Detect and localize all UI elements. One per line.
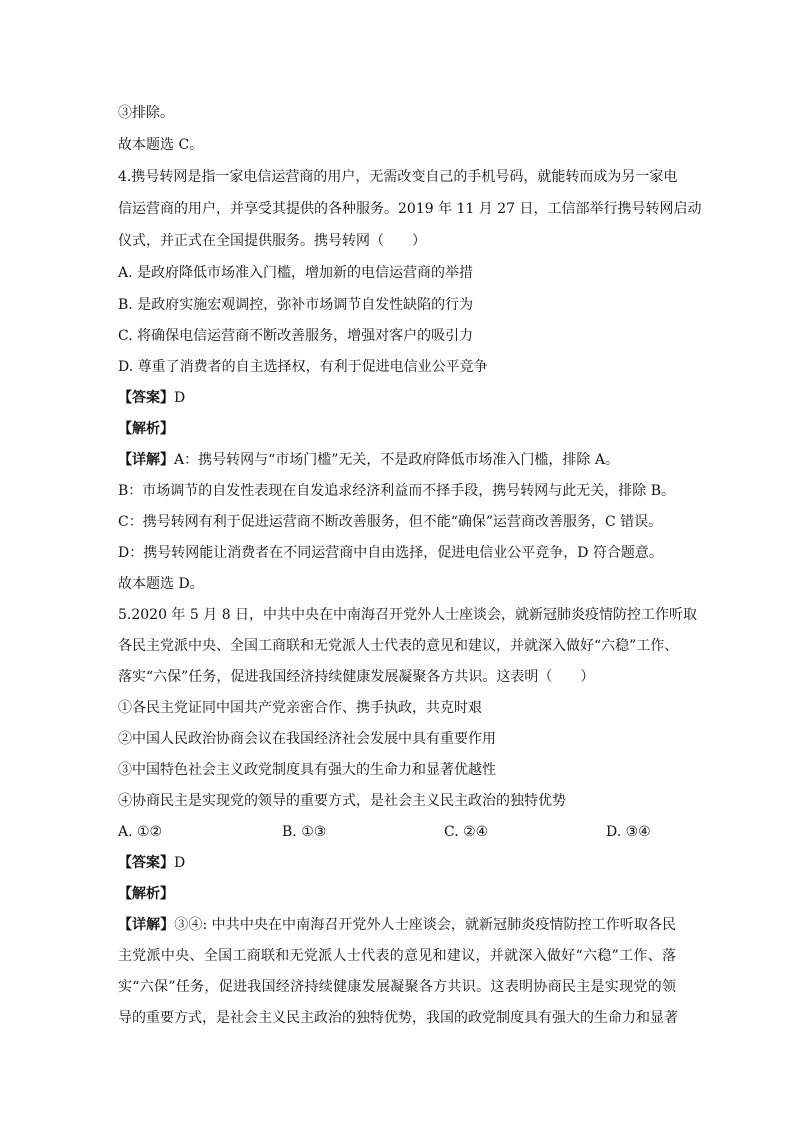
q5-option-c: C. ②④	[444, 824, 489, 840]
answer-value: D	[174, 390, 186, 406]
q4-stem-line-1: 4.携号转网是指一家电信运营商的用户，无需改变自己的手机号码，就能转而成为另一家电	[118, 169, 678, 185]
q5-option-b: B. ①③	[282, 824, 327, 840]
q4-stem-line-3: 仪式，并正式在全国提供服务。携号转网（ ）	[118, 233, 426, 249]
q4-analysis-tag: 【解析】	[118, 421, 174, 437]
q5-detail-line-4: 导的重要方式，是社会主义民主政治的独特优势，我国的政党制度具有强大的生命力和显著	[118, 1010, 678, 1026]
q4-detail-line-3: C：携号转网有利于促进运营商不断改善服务，但不能“确保”运营商改善服务，C 错误。	[118, 514, 663, 530]
detail-text: A：携号转网与“市场门槛”无关，不是政府降低市场准入门槛，排除 A。	[174, 452, 619, 468]
q4-option-c: C. 将确保电信运营商不断改善服务，增强对客户的吸引力	[118, 328, 474, 344]
q4-stem-line-2: 信运营商的用户，并享受其提供的各种服务。2019 年 11 月 27 日，工信部举行携号转网启动	[118, 201, 702, 217]
q4-answer	[118, 389, 185, 407]
q5-stem-line-2: 各民主党派中央、全国工商联和无党派人士代表的意见和建议，并就深入做好“六稳”工作、	[118, 638, 679, 654]
q5-analysis-tag: 【解析】	[118, 886, 174, 902]
q5-stem-line-3: 落实“六保”任务，促进我国经济持续健康发展凝聚各方共识。这表明（ ）	[118, 669, 595, 685]
q5-answer	[118, 854, 185, 872]
q5-detail-line-3: 实“六保”任务，促进我国经济持续健康发展凝聚各方共识。这表明协商民主是实现党的领	[118, 979, 676, 995]
q4-conclusion: 故本题选 D。	[118, 576, 204, 592]
q4-option-b: B. 是政府实施宏观调控，弥补市场调节自发性缺陷的行为	[118, 297, 474, 313]
q5-option-a: A. ①②	[118, 824, 163, 840]
answer-tag: 【答案】	[118, 390, 174, 406]
detail-tag: 【详解】	[118, 452, 174, 468]
q5-statement-3: ③中国特色社会主义政党制度具有强大的生命力和显著优越性	[118, 762, 496, 778]
q4-detail-line-2: B：市场调节的自发性表现在自发追求经济利益而不择手段，携号转网与此无关，排除 B。	[118, 483, 676, 499]
q4-option-d: D. 尊重了消费者的自主选择权，有利于促进电信业公平竞争	[118, 359, 488, 375]
q5-detail-line-1	[118, 916, 676, 934]
q5-statement-2: ②中国人民政治协商会议在我国经济社会发展中具有重要作用	[118, 731, 496, 747]
q5-option-d: D. ③④	[606, 824, 651, 840]
q4-option-a: A. 是政府降低市场准入门槛，增加新的电信运营商的举措	[118, 265, 474, 281]
q4-detail-line-1	[118, 451, 619, 469]
q5-statement-4: ④协商民主是实现党的领导的重要方式，是社会主义民主政治的独特优势	[118, 793, 566, 809]
q5-stem-line-1: 5.2020 年 5 月 8 日，中共中央在中南海召开党外人士座谈会，就新冠肺炎疫情防控工作听取	[118, 607, 698, 623]
detail-tag: 【详解】	[118, 917, 175, 933]
q5-detail-line-2: 主党派中央、全国工商联和无党派人士代表的意见和建议，并就深入做好“六稳”工作、落	[118, 948, 676, 964]
answer-value: D	[174, 855, 186, 871]
prev-conclusion: 故本题选 C。	[118, 137, 204, 153]
detail-text: ③④: 中共中央在中南海召开党外人士座谈会，就新冠肺炎疫情防控工作听取各民	[174, 917, 676, 933]
prev-line-1: ③排除。	[118, 105, 174, 121]
q4-detail-line-4: D：携号转网能让消费者在不同运营商中自由选择，促进电信业公平竞争，D 符合题意。	[118, 545, 663, 561]
answer-tag: 【答案】	[118, 855, 174, 871]
q5-statement-1: ①各民主党证同中国共产党亲密合作、携手执政，共克时艰	[118, 700, 482, 716]
